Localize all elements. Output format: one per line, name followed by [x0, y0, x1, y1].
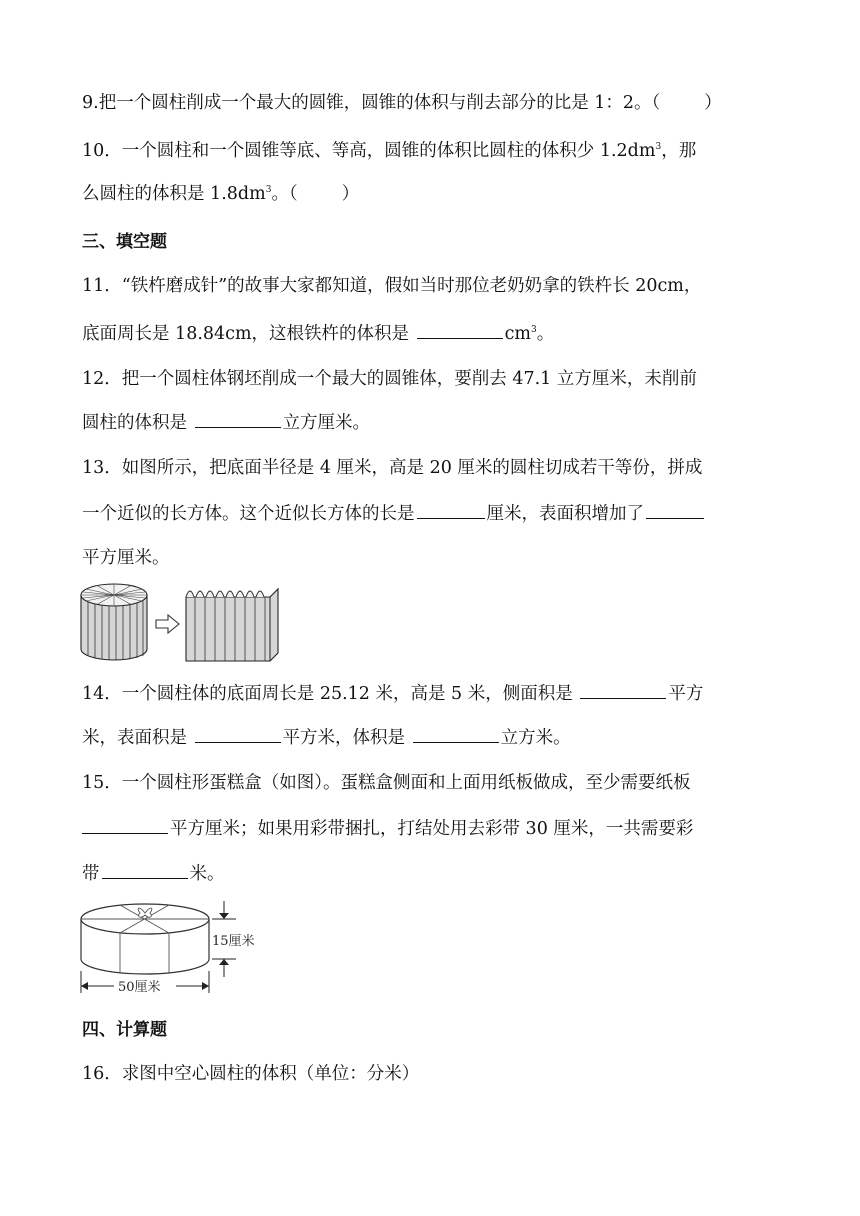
answer-blank[interactable]	[417, 320, 503, 339]
cylinder-to-cuboid-figure	[80, 583, 280, 663]
question-12-line-1: 12．把一个圆柱体钢坯削成一个最大的圆锥体，要削去 47.1 立方厘米，未削前	[82, 369, 697, 389]
question-13-line-2: 一个近似的长方体。这个近似长方体的长是 厘米，表面积增加了	[82, 500, 706, 527]
answer-blank[interactable]	[413, 724, 499, 743]
section-heading-calculation: 四、计算题	[82, 1020, 167, 1040]
question-10-line-1: 10．一个圆柱和一个圆锥等底、等高，圆锥的体积比圆柱的体积少 $1.2dm^3$，那	[82, 141, 697, 161]
question-15-line-2: 平方厘米；如果用彩带捆扎，打结处用去彩带 30 厘米，一共需要彩	[82, 815, 693, 842]
figure-height-label: 15厘米	[212, 934, 255, 949]
answer-blank[interactable]	[580, 680, 666, 699]
answer-blank[interactable]	[195, 724, 281, 743]
answer-blank[interactable]	[102, 860, 188, 879]
question-9-text: 9.把一个圆柱削成一个最大的圆锥，圆锥的体积与削去部分的比是 1：2。（	[82, 93, 661, 113]
answer-blank[interactable]	[646, 500, 704, 519]
question-15-line-3: 带 米。	[82, 860, 225, 887]
question-13-line-1: 13．如图所示，把底面半径是 4 厘米，高是 20 厘米的圆柱切成若干等份，拼成	[82, 458, 703, 478]
question-15-line-1: 15．一个圆柱形蛋糕盒（如图）。蛋糕盒侧面和上面用纸板做成，至少需要纸板	[82, 773, 691, 793]
question-11-line-1: 11．“铁杵磨成针”的故事大家都知道，假如当时那位老奶奶拿的铁杵长 20cm，	[82, 276, 702, 296]
question-9: 9.把一个圆柱削成一个最大的圆锥，圆锥的体积与削去部分的比是 1：2。（ ）	[82, 93, 722, 113]
question-11-line-2: 底面周长是 18.84cm，这根铁杵的体积是 $cm^3$。	[82, 320, 554, 347]
figure-diameter-label: 50厘米	[118, 980, 161, 995]
cake-box-figure	[78, 893, 278, 997]
question-10-line-2: 么圆柱的体积是 $1.8dm^3$。（ ）	[82, 184, 360, 204]
answer-blank[interactable]	[417, 500, 485, 519]
question-13-line-3: 平方厘米。	[82, 548, 170, 568]
section-heading-fill-blank: 三、填空题	[82, 232, 167, 252]
question-14-line-1: 14．一个圆柱体的底面周长是 25.12 米，高是 5 米，侧面积是 平方	[82, 680, 703, 707]
answer-blank[interactable]	[195, 409, 281, 428]
question-14-line-2: 米，表面积是 平方米，体积是 立方米。	[82, 724, 571, 751]
question-12-line-2: 圆柱的体积是 立方厘米。	[82, 409, 370, 436]
question-16: 16．求图中空心圆柱的体积（单位：分米）	[82, 1064, 420, 1084]
answer-blank[interactable]	[82, 815, 168, 834]
